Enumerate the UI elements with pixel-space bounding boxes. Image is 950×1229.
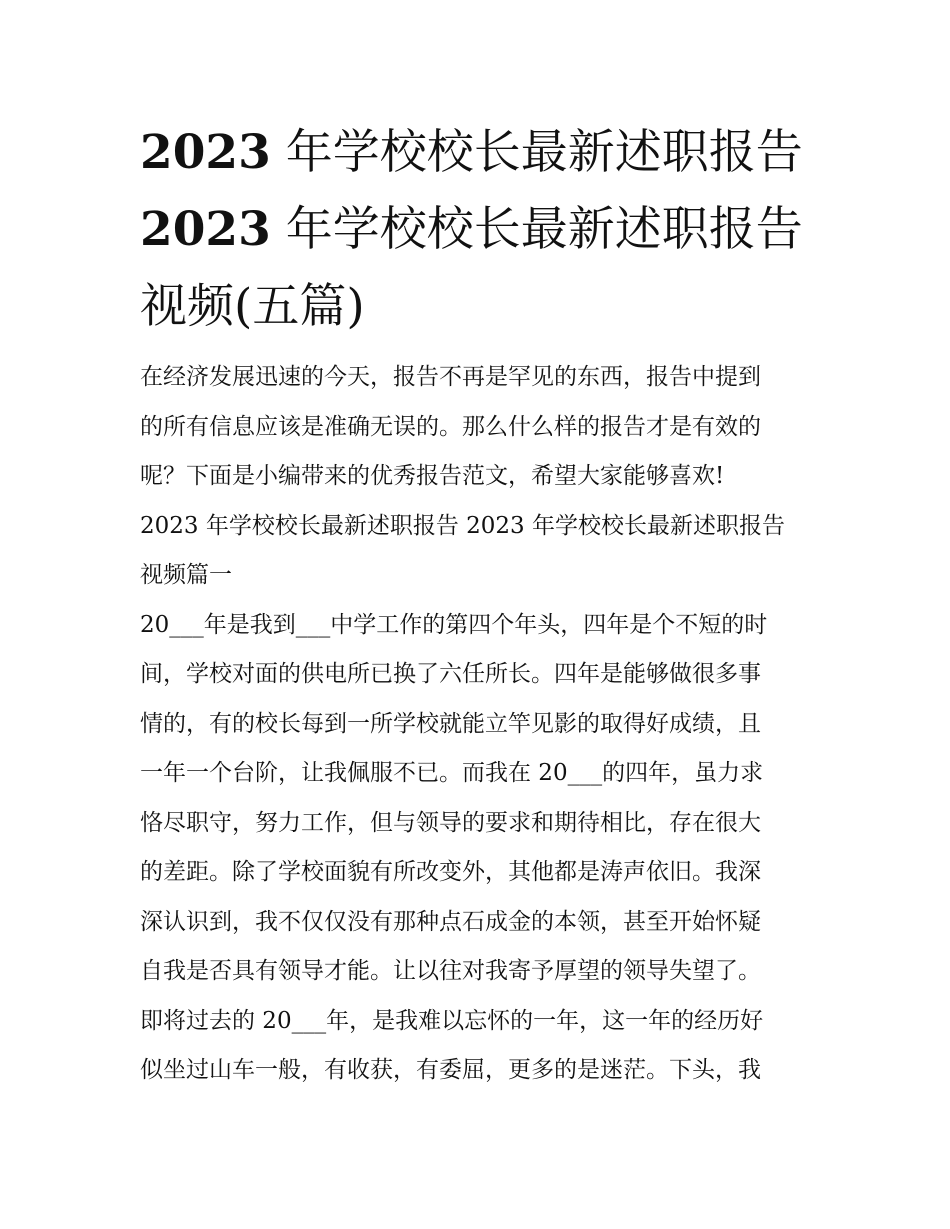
body-line: 深认识到，我不仅仅没有那种点石成金的本领，甚至开始怀疑 xyxy=(140,908,761,935)
body-line: 一年一个台阶，让我佩服不已。而我在 20___的四年，虽力求 xyxy=(140,760,764,786)
document-title xyxy=(140,114,820,345)
title-year: 2023 xyxy=(140,202,271,257)
title-text: 年学校校长最新述职报告 xyxy=(270,202,803,257)
title-text: 年学校校长最新述职报告 xyxy=(270,125,803,180)
body-line: 恪尽职守，努力工作，但与领导的要求和期待相比，存在很大 xyxy=(140,809,761,836)
title-text: 视频(五篇) xyxy=(140,279,365,334)
body-line: 情的，有的校长每到一所学校就能立竿见影的取得好成绩，且 xyxy=(140,710,761,737)
body-line: 的差距。除了学校面貌有所改变外，其他都是涛声依旧。我深 xyxy=(140,859,761,885)
title-line-1 xyxy=(140,114,820,191)
title-line-3 xyxy=(140,268,820,345)
body-line: 自我是否具有领导才能。让以往对我寄予厚望的领导失望了。 xyxy=(140,958,761,984)
body-line: 似坐过山车一般，有收获，有委屈，更多的是迷茫。下头，我 xyxy=(140,1057,761,1083)
title-line-2 xyxy=(140,191,820,268)
body-line: 的所有信息应该是准确无误的。那么什么样的报告才是有效的 xyxy=(140,413,761,440)
title-year: 2023 xyxy=(140,125,271,180)
body-line: 在经济发展迅速的今天，报告不再是罕见的东西，报告中提到 xyxy=(140,364,761,390)
document-content xyxy=(140,114,820,1096)
body-line: 呢？下面是小编带来的优秀报告范文，希望大家能够喜欢! xyxy=(140,463,725,489)
body-line: 20___年是我到___中学工作的第四个年头，四年是个不短的时 xyxy=(140,611,768,638)
section-heading-line: 视频篇一 xyxy=(140,562,232,588)
section-heading-line: 2023 年学校校长最新述职报告 2023 年学校校长最新述职报告 xyxy=(140,512,785,539)
body-line: 即将过去的 20___年，是我难以忘怀的一年，这一年的经历好 xyxy=(140,1007,764,1034)
body-line: 间，学校对面的供电所已换了六任所长。四年是能够做很多事 xyxy=(140,661,761,687)
